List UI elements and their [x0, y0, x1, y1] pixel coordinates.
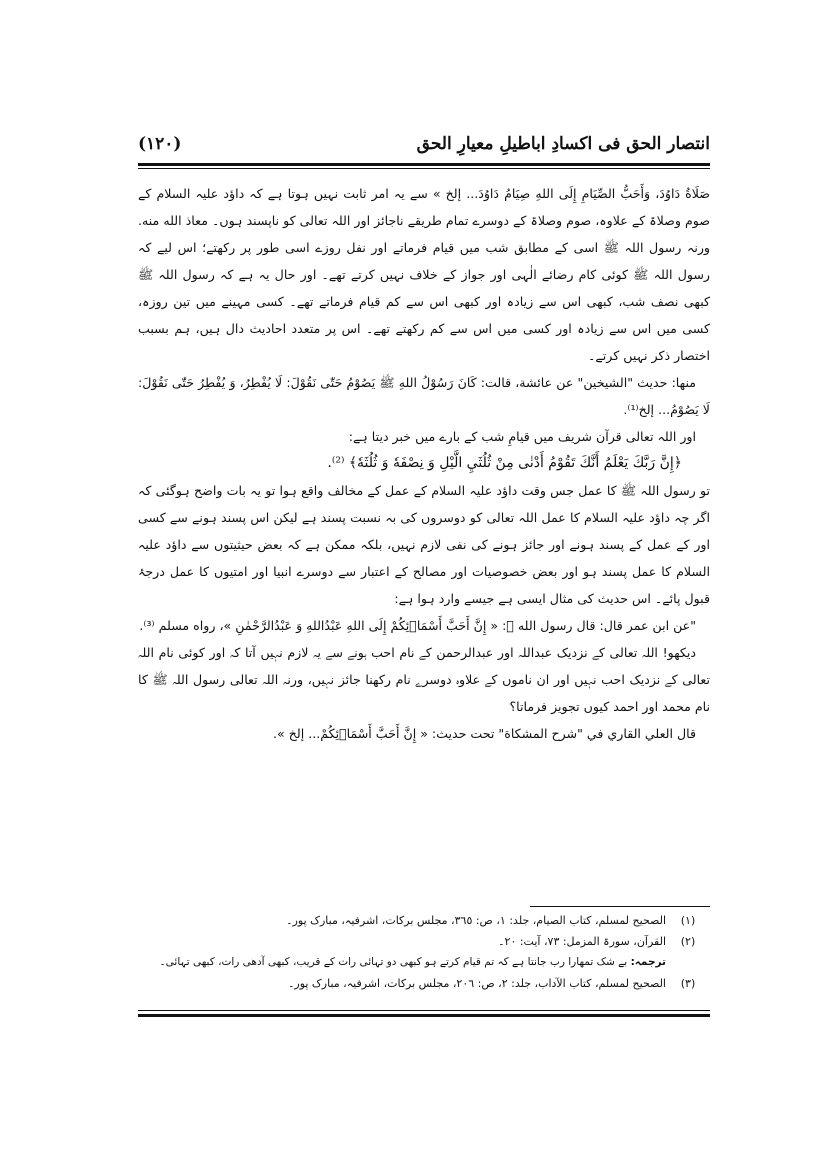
footer-rule-thick	[138, 1014, 710, 1017]
running-title: انتصار الحق فی اکسادِ اباطیلِ معیارِ الحق	[416, 134, 710, 154]
translation-text: بے شک تمھارا رب جانتا ہے کہ تم قیام کرتے ہو کبھی دو تہائی رات کے قریب، کبھی آدھی رات، کبھی تہائی۔	[159, 956, 628, 968]
footnote-number: (۲)	[680, 935, 696, 948]
footnote-1	[138, 910, 710, 931]
paragraph-5: تو رسول اللہ ﷺ کا عمل جس وقت داؤد علیہ السلام کے عمل کے مخالف واقع ہوا تو یہ بات واضح ہوگئی کہ اگر چہ داؤد علیہ السلام کا عمل اللہ تعالی کو دوسروں کی بہ نسبت پسند ہے لیکن اس پسند ہونے سے کسی اور کے عمل کے پسند ہونے اور جائز ہونے کی نفی لازم نہیں، بلکہ ممکن ہے کہ بعض حیثیتوں سے داؤد علیہ السلام کا عمل پسند ہو اور بعض خصوصیات اور مصالح کے اعتبار سے دوسرے انبیا اور امتیوں کا عمل درجۂ قبول پائے۔ اس حدیث کی مثال ایسی ہے جیسے وارد ہوا ہے:	[138, 483, 710, 606]
quran-verse: ﴿إِنَّ رَبَّكَ يَعْلَمُ أَنَّكَ تَقُوْمُ أَدْنٰى مِنْ ثُلُثَيِ الَّيْلِ وَ نِصْفَهٗ وَ ثُلُثَهٗ﴾ ⁽²⁾.	[327, 455, 682, 471]
paragraph-3: اور اللہ تعالی قرآن شریف میں قیامِ شب کے بارے میں خبر دیتا ہے:	[348, 429, 696, 444]
footnote-2	[138, 931, 710, 952]
paragraph-7: دیکھو! اللہ تعالی کے نزدیک عبداللہ اور عبدالرحمن کے نام احب ہونے سے یہ لازم نہیں آتا کہ اور کوئی نام اللہ تعالی کے نزدیک احب نہیں اور ان ناموں کے علاوہ دوسرے نام رکھنا جائز نہیں، ورنہ اللہ تعالی رسول اللہ ﷺ کا نام محمد اور احمد کیوں تجویز فرماتا؟	[138, 645, 710, 714]
paragraph-8: قال العلي القاري في "شرح المشكاة" تحت حديث: « إِنَّ أَحَبَّ أَسْمَاۗئِكُمْ... إلخ ».	[273, 726, 696, 741]
footnote-number: (۳)	[680, 977, 696, 990]
footnote-number: (۱)	[680, 914, 696, 927]
footnote-3	[138, 973, 710, 994]
body-text	[138, 180, 710, 747]
footnote-translation	[138, 952, 710, 973]
paragraph-2-hadith: منها: حديث "الشيخين" عن عائشة، قالت: كَانَ رَسُوْلُ اللهِ ﷺ يَصُوْمُ حَتّٰى نَقُوْلَ: لَا يُفْطِرُ، وَ يُفْطِرُ حَتّٰى نَقُوْلَ: لَا يَصُوْمُ... إلخ⁽¹⁾.	[138, 375, 710, 417]
footer-rule-thin	[138, 1010, 710, 1011]
footnote-text: الصحیح لمسلم، کتاب الآداب، جلد: ۲، ص: ۲۰٦، مجلس برکات، اشرفیہ، مبارک پور۔	[287, 977, 666, 990]
footnote-separator	[530, 906, 710, 907]
page-header	[138, 134, 710, 164]
page-number: (۱۲۰)	[138, 134, 182, 154]
header-rule-thin	[138, 168, 710, 169]
footnote-text: القرآن، سورۃ المزمل: ۷۳، آیت: ۲۰۔	[498, 935, 666, 948]
translation-label: ترجمہ:	[630, 956, 666, 968]
paragraph-6-hadith: "عن ابن عمر قال: قال رسول الله ﷺ: « إِنَّ أَحَبَّ أَسْمَاۗئِكُمْ إِلَى اللهِ عَبْدُاللهِ وَ عَبْدُالرَّحْمٰنِ »، رواه مسلم ⁽³⁾.	[139, 618, 696, 633]
paragraph-1: صَلَاةُ دَاوُدَ، وَأَحَبُّ الصِّيَامِ إِلَى اللهِ صِيَامُ دَاوُدَ... إلخ » سے یہ امر ثابت نہیں ہوتا ہے کہ داؤد علیہ السلام کے صوم وصلاۃ کے علاوہ، صوم وصلاۃ کے دوسرے تمام طریقے ناجائز اور اللہ تعالی کو ناپسند ہوں۔ معاذ الله منه. ورنہ رسول اللہ ﷺ اسی کے مطابق شب میں قیام فرماتے اور نفل روزے اسی طور پر رکھتے؛ اس لیے کہ رسول اللہ ﷺ کوئی کام رضائے الٰہی اور جواز کے خلاف نہیں کرتے تھے۔ اور حال یہ ہے کہ رسول اللہ ﷺ کبھی نصف شب، کبھی اس سے زیادہ اور کبھی اس سے کم قیام فرماتے تھے۔ کسی مہینے میں تین روزہ، کسی میں اس سے زیادہ اور کسی میں اس سے کم رکھتے تھے۔ اس پر متعدد احادیث دال ہیں، ہم بسبب اختصار ذکر نہیں کرتے۔	[138, 186, 710, 363]
footnote-text: الصحیح لمسلم، کتاب الصیام، جلد: ۱، ص: ۳٦٥، مجلس برکات، اشرفیہ، مبارک پور۔	[286, 914, 666, 927]
header-rule-thick	[138, 163, 710, 166]
footnotes	[138, 910, 710, 994]
